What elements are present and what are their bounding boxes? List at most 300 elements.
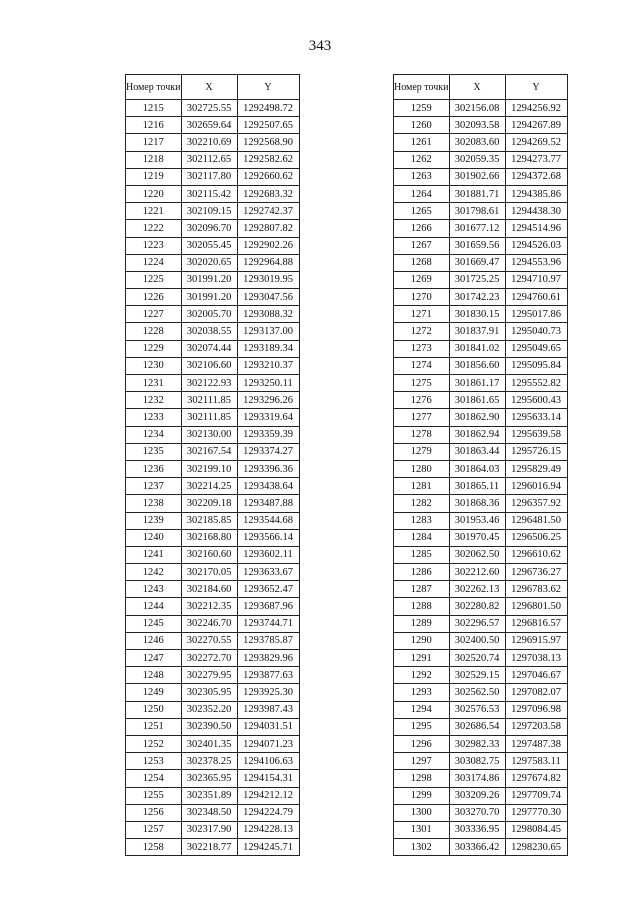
x-coordinate-cell: 302529.15 [449,667,505,684]
point-number-cell: 1290 [394,632,450,649]
point-number-cell: 1294 [394,701,450,718]
x-coordinate-cell: 302365.95 [181,770,237,787]
point-number-cell: 1274 [394,357,450,374]
table-row [126,168,300,185]
y-coordinate-cell: 1294273.77 [505,151,567,168]
table-row [394,117,568,134]
point-number-cell: 1279 [394,443,450,460]
table-row [126,443,300,460]
point-number-cell: 1229 [126,340,182,357]
point-number-cell: 1295 [394,718,450,735]
y-coordinate-cell: 1297583.11 [505,753,567,770]
x-coordinate-cell: 302390.50 [181,718,237,735]
y-coordinate-cell: 1293438.64 [237,478,299,495]
y-coordinate-cell: 1295633.14 [505,409,567,426]
point-number-cell: 1252 [126,735,182,752]
header-y: Y [237,75,299,100]
y-coordinate-cell: 1293602.11 [237,546,299,563]
x-coordinate-cell: 302686.54 [449,718,505,735]
table-row [394,460,568,477]
point-number-cell: 1262 [394,151,450,168]
point-number-cell: 1277 [394,409,450,426]
y-coordinate-cell: 1294245.71 [237,839,299,856]
y-coordinate-cell: 1293296.26 [237,392,299,409]
table-row [394,770,568,787]
x-coordinate-cell: 301830.15 [449,306,505,323]
table-row [126,134,300,151]
header-y: Y [505,75,567,100]
x-coordinate-cell: 302096.70 [181,220,237,237]
table-row [126,529,300,546]
x-coordinate-cell: 302111.85 [181,392,237,409]
table-row [126,409,300,426]
page-number: 343 [308,38,332,54]
table-row [394,168,568,185]
point-number-cell: 1260 [394,117,450,134]
x-coordinate-cell: 301837.91 [449,323,505,340]
x-coordinate-cell: 303366.42 [449,839,505,856]
x-coordinate-cell: 302130.00 [181,426,237,443]
table-row [126,185,300,202]
table-row [126,392,300,409]
y-coordinate-cell: 1293396.36 [237,460,299,477]
point-number-cell: 1239 [126,512,182,529]
y-coordinate-cell: 1293047.56 [237,289,299,306]
x-coordinate-cell: 302170.05 [181,564,237,581]
y-coordinate-cell: 1294154.31 [237,770,299,787]
point-number-cell: 1233 [126,409,182,426]
x-coordinate-cell: 302020.65 [181,254,237,271]
table-row [126,117,300,134]
x-coordinate-cell: 302074.44 [181,340,237,357]
y-coordinate-cell: 1292902.26 [237,237,299,254]
y-coordinate-cell: 1294385.86 [505,185,567,202]
y-coordinate-cell: 1292807.82 [237,220,299,237]
x-coordinate-cell: 302725.55 [181,100,237,117]
point-number-cell: 1282 [394,495,450,512]
table-row [126,271,300,288]
point-number-cell: 1256 [126,804,182,821]
x-coordinate-cell: 302212.60 [449,564,505,581]
x-coordinate-cell: 302401.35 [181,735,237,752]
y-coordinate-cell: 1293210.37 [237,357,299,374]
x-coordinate-cell: 301861.65 [449,392,505,409]
table-row [394,684,568,701]
point-number-cell: 1237 [126,478,182,495]
y-coordinate-cell: 1297770.30 [505,804,567,821]
point-number-cell: 1298 [394,770,450,787]
y-coordinate-cell: 1294269.52 [505,134,567,151]
x-coordinate-cell: 301856.60 [449,357,505,374]
y-coordinate-cell: 1293019.95 [237,271,299,288]
x-coordinate-cell: 302111.85 [181,409,237,426]
y-coordinate-cell: 1294106.63 [237,753,299,770]
table-row [126,254,300,271]
x-coordinate-cell: 301970.45 [449,529,505,546]
y-coordinate-cell: 1293925.30 [237,684,299,701]
x-coordinate-cell: 301725.25 [449,271,505,288]
y-coordinate-cell: 1294256.92 [505,100,567,117]
table-row [394,787,568,804]
point-number-cell: 1254 [126,770,182,787]
y-coordinate-cell: 1295829.49 [505,460,567,477]
point-number-cell: 1222 [126,220,182,237]
table-row [394,237,568,254]
y-coordinate-cell: 1294372.68 [505,168,567,185]
y-coordinate-cell: 1292582.62 [237,151,299,168]
point-number-cell: 1220 [126,185,182,202]
x-coordinate-cell: 301659.56 [449,237,505,254]
y-coordinate-cell: 1293359.39 [237,426,299,443]
table-row [126,100,300,117]
x-coordinate-cell: 302262.13 [449,581,505,598]
table-row [394,134,568,151]
y-coordinate-cell: 1293785.87 [237,632,299,649]
table-row [394,203,568,220]
point-number-cell: 1266 [394,220,450,237]
y-coordinate-cell: 1297203.58 [505,718,567,735]
table-row [126,478,300,495]
x-coordinate-cell: 302279.95 [181,667,237,684]
table-row [394,512,568,529]
table-row [394,306,568,323]
table-row [126,495,300,512]
point-number-cell: 1241 [126,546,182,563]
table-row [394,632,568,649]
point-number-cell: 1301 [394,821,450,838]
point-number-cell: 1272 [394,323,450,340]
table-row [126,220,300,237]
x-coordinate-cell: 302059.35 [449,151,505,168]
x-coordinate-cell: 302210.69 [181,134,237,151]
point-number-cell: 1242 [126,564,182,581]
table-row [394,735,568,752]
table-row [394,753,568,770]
table-row [394,495,568,512]
x-coordinate-cell: 302109.15 [181,203,237,220]
point-number-cell: 1271 [394,306,450,323]
point-number-cell: 1243 [126,581,182,598]
table-row [394,100,568,117]
y-coordinate-cell: 1295040.73 [505,323,567,340]
point-number-cell: 1227 [126,306,182,323]
y-coordinate-cell: 1297487.38 [505,735,567,752]
point-number-cell: 1230 [126,357,182,374]
point-number-cell: 1246 [126,632,182,649]
point-number-cell: 1258 [126,839,182,856]
table-row [394,151,568,168]
x-coordinate-cell: 302106.60 [181,357,237,374]
table-row [394,220,568,237]
point-number-cell: 1231 [126,375,182,392]
x-coordinate-cell: 302185.85 [181,512,237,529]
table-row [394,426,568,443]
point-number-cell: 1281 [394,478,450,495]
point-number-cell: 1219 [126,168,182,185]
x-coordinate-cell: 302160.60 [181,546,237,563]
y-coordinate-cell: 1293137.00 [237,323,299,340]
point-number-cell: 1263 [394,168,450,185]
point-number-cell: 1267 [394,237,450,254]
table-row [126,650,300,667]
y-coordinate-cell: 1294071.23 [237,735,299,752]
header-point-number: Номер точки [394,75,450,100]
y-coordinate-cell: 1292498.72 [237,100,299,117]
point-number-cell: 1265 [394,203,450,220]
table-row [126,375,300,392]
point-number-cell: 1278 [394,426,450,443]
y-coordinate-cell: 1293319.64 [237,409,299,426]
table-row [126,340,300,357]
point-number-cell: 1264 [394,185,450,202]
x-coordinate-cell: 302562.50 [449,684,505,701]
y-coordinate-cell: 1293250.11 [237,375,299,392]
x-coordinate-cell: 301881.71 [449,185,505,202]
x-coordinate-cell: 303082.75 [449,753,505,770]
point-number-cell: 1299 [394,787,450,804]
point-number-cell: 1251 [126,718,182,735]
x-coordinate-cell: 302296.57 [449,615,505,632]
y-coordinate-cell: 1294212.12 [237,787,299,804]
x-coordinate-cell: 302317.90 [181,821,237,838]
point-number-cell: 1276 [394,392,450,409]
table-row [126,839,300,856]
x-coordinate-cell: 302218.77 [181,839,237,856]
x-coordinate-cell: 302400.50 [449,632,505,649]
y-coordinate-cell: 1294267.89 [505,117,567,134]
y-coordinate-cell: 1293829.96 [237,650,299,667]
table-row [394,804,568,821]
x-coordinate-cell: 302112.65 [181,151,237,168]
y-coordinate-cell: 1295639.58 [505,426,567,443]
y-coordinate-cell: 1292742.37 [237,203,299,220]
table-row [126,426,300,443]
x-coordinate-cell: 301865.11 [449,478,505,495]
x-coordinate-cell: 302280.82 [449,598,505,615]
table-row [126,615,300,632]
x-coordinate-cell: 302038.55 [181,323,237,340]
y-coordinate-cell: 1293189.34 [237,340,299,357]
table-row [394,409,568,426]
y-coordinate-cell: 1294438.30 [505,203,567,220]
point-number-cell: 1249 [126,684,182,701]
y-coordinate-cell: 1295600.43 [505,392,567,409]
point-number-cell: 1292 [394,667,450,684]
x-coordinate-cell: 301953.46 [449,512,505,529]
x-coordinate-cell: 301798.61 [449,203,505,220]
x-coordinate-cell: 301862.90 [449,409,505,426]
x-coordinate-cell: 302520.74 [449,650,505,667]
point-number-cell: 1236 [126,460,182,477]
y-coordinate-cell: 1294760.61 [505,289,567,306]
x-coordinate-cell: 303336.95 [449,821,505,838]
x-coordinate-cell: 302199.10 [181,460,237,477]
table-row [394,529,568,546]
point-number-cell: 1280 [394,460,450,477]
y-coordinate-cell: 1297038.13 [505,650,567,667]
x-coordinate-cell: 303270.70 [449,804,505,821]
y-coordinate-cell: 1292507.65 [237,117,299,134]
x-coordinate-cell: 302348.50 [181,804,237,821]
x-coordinate-cell: 301669.47 [449,254,505,271]
x-coordinate-cell: 302214.25 [181,478,237,495]
point-number-cell: 1268 [394,254,450,271]
table-row [126,718,300,735]
y-coordinate-cell: 1298084.45 [505,821,567,838]
x-coordinate-cell: 302093.58 [449,117,505,134]
x-coordinate-cell: 302156.08 [449,100,505,117]
table-row [126,753,300,770]
point-number-cell: 1270 [394,289,450,306]
point-number-cell: 1226 [126,289,182,306]
point-number-cell: 1296 [394,735,450,752]
point-number-cell: 1255 [126,787,182,804]
point-number-cell: 1273 [394,340,450,357]
point-number-cell: 1232 [126,392,182,409]
y-coordinate-cell: 1292660.62 [237,168,299,185]
table-row [394,718,568,735]
point-number-cell: 1259 [394,100,450,117]
table-row [126,804,300,821]
y-coordinate-cell: 1296506.25 [505,529,567,546]
y-coordinate-cell: 1293088.32 [237,306,299,323]
header-point-number: Номер точки [126,75,182,100]
table-row [394,598,568,615]
table-row [394,546,568,563]
x-coordinate-cell: 302115.42 [181,185,237,202]
y-coordinate-cell: 1293566.14 [237,529,299,546]
x-coordinate-cell: 301862.94 [449,426,505,443]
point-number-cell: 1284 [394,529,450,546]
table-row [126,581,300,598]
y-coordinate-cell: 1293877.63 [237,667,299,684]
point-number-cell: 1302 [394,839,450,856]
header-x: X [181,75,237,100]
x-coordinate-cell: 301861.17 [449,375,505,392]
table-row [126,701,300,718]
y-coordinate-cell: 1293987.43 [237,701,299,718]
point-number-cell: 1224 [126,254,182,271]
point-number-cell: 1228 [126,323,182,340]
table-row [394,650,568,667]
table-row [394,271,568,288]
y-coordinate-cell: 1296816.57 [505,615,567,632]
point-number-cell: 1285 [394,546,450,563]
table-row [394,821,568,838]
x-coordinate-cell: 302659.64 [181,117,237,134]
y-coordinate-cell: 1296801.50 [505,598,567,615]
point-number-cell: 1269 [394,271,450,288]
y-coordinate-cell: 1293652.47 [237,581,299,598]
point-number-cell: 1291 [394,650,450,667]
table-row [394,289,568,306]
table-row [394,340,568,357]
x-coordinate-cell: 302055.45 [181,237,237,254]
point-number-cell: 1286 [394,564,450,581]
x-coordinate-cell: 302982.33 [449,735,505,752]
y-coordinate-cell: 1297096.98 [505,701,567,718]
y-coordinate-cell: 1295017.86 [505,306,567,323]
x-coordinate-cell: 303209.26 [449,787,505,804]
y-coordinate-cell: 1296357.92 [505,495,567,512]
point-number-cell: 1257 [126,821,182,838]
point-number-cell: 1287 [394,581,450,598]
y-coordinate-cell: 1292683.32 [237,185,299,202]
table-row [394,701,568,718]
x-coordinate-cell: 302184.60 [181,581,237,598]
x-coordinate-cell: 302246.70 [181,615,237,632]
point-number-cell: 1240 [126,529,182,546]
table-row [126,770,300,787]
x-coordinate-cell: 301677.12 [449,220,505,237]
table-row [126,323,300,340]
table-row [394,185,568,202]
table-row [126,357,300,374]
y-coordinate-cell: 1295095.84 [505,357,567,374]
x-coordinate-cell: 301868.36 [449,495,505,512]
table-row [126,787,300,804]
point-number-cell: 1215 [126,100,182,117]
y-coordinate-cell: 1293544.68 [237,512,299,529]
table-row [126,821,300,838]
y-coordinate-cell: 1295049.65 [505,340,567,357]
table-row [394,375,568,392]
y-coordinate-cell: 1294228.13 [237,821,299,838]
x-coordinate-cell: 302168.80 [181,529,237,546]
point-number-cell: 1225 [126,271,182,288]
x-coordinate-cell: 302352.20 [181,701,237,718]
x-coordinate-cell: 301864.03 [449,460,505,477]
y-coordinate-cell: 1293687.96 [237,598,299,615]
y-coordinate-cell: 1295552.82 [505,375,567,392]
x-coordinate-cell: 302209.18 [181,495,237,512]
y-coordinate-cell: 1294031.51 [237,718,299,735]
x-coordinate-cell: 302122.93 [181,375,237,392]
table-row [394,443,568,460]
x-coordinate-cell: 302062.50 [449,546,505,563]
table-row [126,237,300,254]
table-row [394,615,568,632]
y-coordinate-cell: 1296016.94 [505,478,567,495]
x-coordinate-cell: 301991.20 [181,289,237,306]
table-row [126,306,300,323]
y-coordinate-cell: 1296915.97 [505,632,567,649]
coordinates-table-left [125,74,300,856]
y-coordinate-cell: 1297082.07 [505,684,567,701]
y-coordinate-cell: 1296481.50 [505,512,567,529]
point-number-cell: 1247 [126,650,182,667]
y-coordinate-cell: 1296610.62 [505,546,567,563]
y-coordinate-cell: 1294526.03 [505,237,567,254]
point-number-cell: 1248 [126,667,182,684]
y-coordinate-cell: 1295726.15 [505,443,567,460]
point-number-cell: 1297 [394,753,450,770]
point-number-cell: 1244 [126,598,182,615]
point-number-cell: 1238 [126,495,182,512]
point-number-cell: 1275 [394,375,450,392]
x-coordinate-cell: 302167.54 [181,443,237,460]
x-coordinate-cell: 301902.66 [449,168,505,185]
y-coordinate-cell: 1293487.88 [237,495,299,512]
x-coordinate-cell: 302576.53 [449,701,505,718]
table-row [394,323,568,340]
x-coordinate-cell: 302378.25 [181,753,237,770]
point-number-cell: 1300 [394,804,450,821]
x-coordinate-cell: 303174.86 [449,770,505,787]
point-number-cell: 1288 [394,598,450,615]
table-row [126,512,300,529]
table-row [394,667,568,684]
